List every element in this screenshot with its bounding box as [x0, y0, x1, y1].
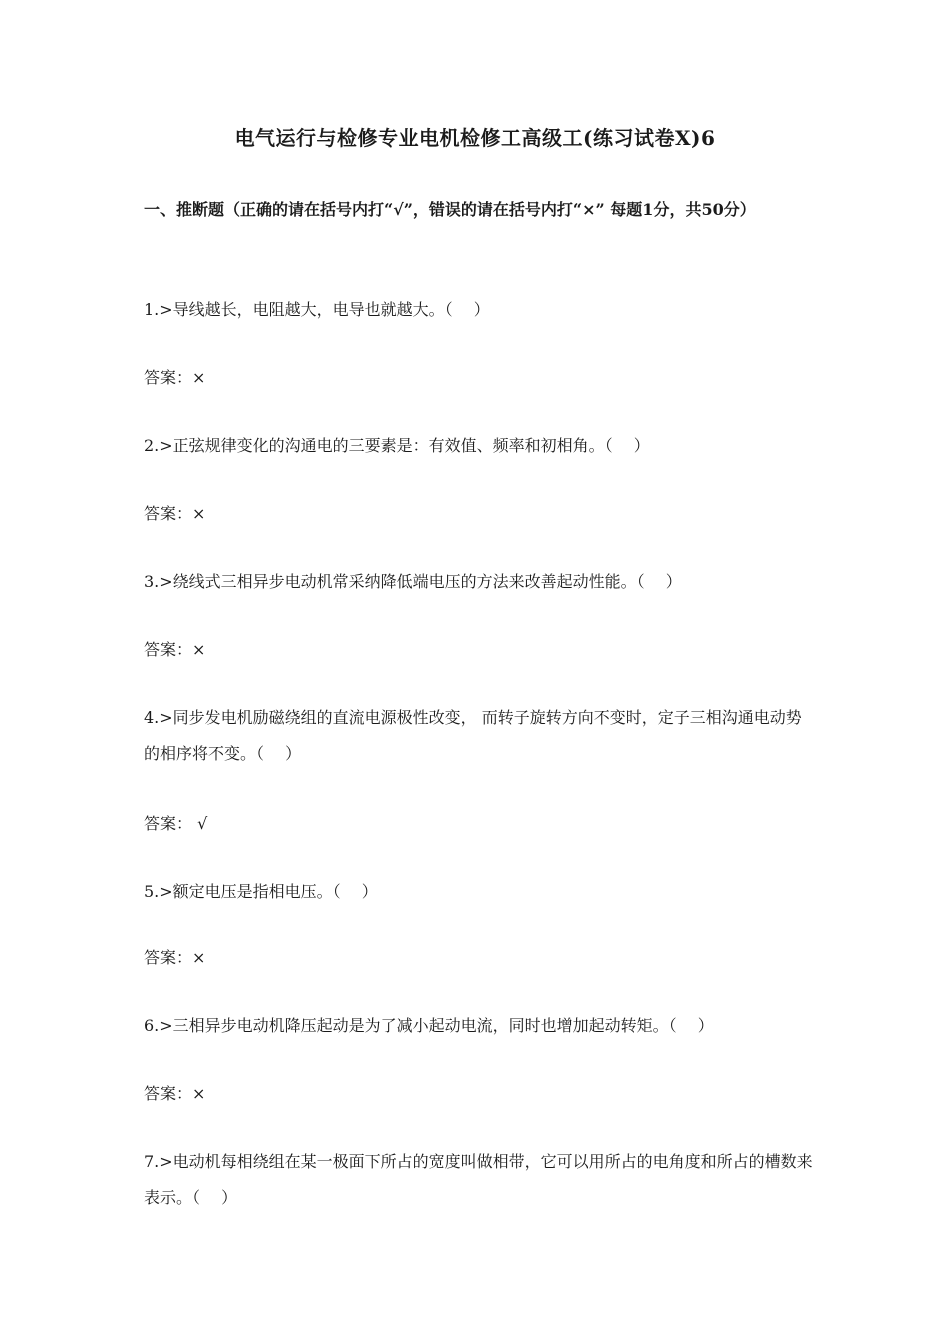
answer-4: 答案： √ [144, 814, 208, 833]
answer-3: 答案：× [144, 640, 206, 659]
question-4: 4.>同步发电机励磁绕组的直流电源极性改变， 而转子旋转方向不变时，定子三相沟通电动势的相序将不变。（ ） [144, 708, 802, 763]
section-heading: 一、推断题（正确的请在括号内打“√”，错误的请在括号内打“×” 每题1分，共50分） [144, 200, 756, 219]
question-2: 2.>正弦规律变化的沟通电的三要素是：有效值、频率和初相角。（ ） [144, 436, 650, 455]
question-7: 7.>电动机每相绕组在某一极面下所占的宽度叫做相带，它可以用所占的电角度和所占的槽数来表示。（ ） [144, 1152, 813, 1207]
question-1: 1.>导线越长，电阻越大，电导也就越大。（ ） [144, 300, 490, 319]
document-title: 电气运行与检修专业电机检修工高级工(练习试卷X)6 [234, 126, 716, 150]
question-3: 3.>绕线式三相异步电动机常采纳降低端电压的方法来改善起动性能。（ ） [144, 572, 682, 591]
question-5: 5.>额定电压是指相电压。（ ） [144, 882, 378, 901]
question-6: 6.>三相异步电动机降压起动是为了减小起动电流，同时也增加起动转矩。（ ） [144, 1016, 714, 1035]
answer-2: 答案：× [144, 504, 206, 523]
answer-5: 答案：× [144, 948, 206, 967]
answer-6: 答案：× [144, 1084, 206, 1103]
answer-1: 答案：× [144, 368, 206, 387]
